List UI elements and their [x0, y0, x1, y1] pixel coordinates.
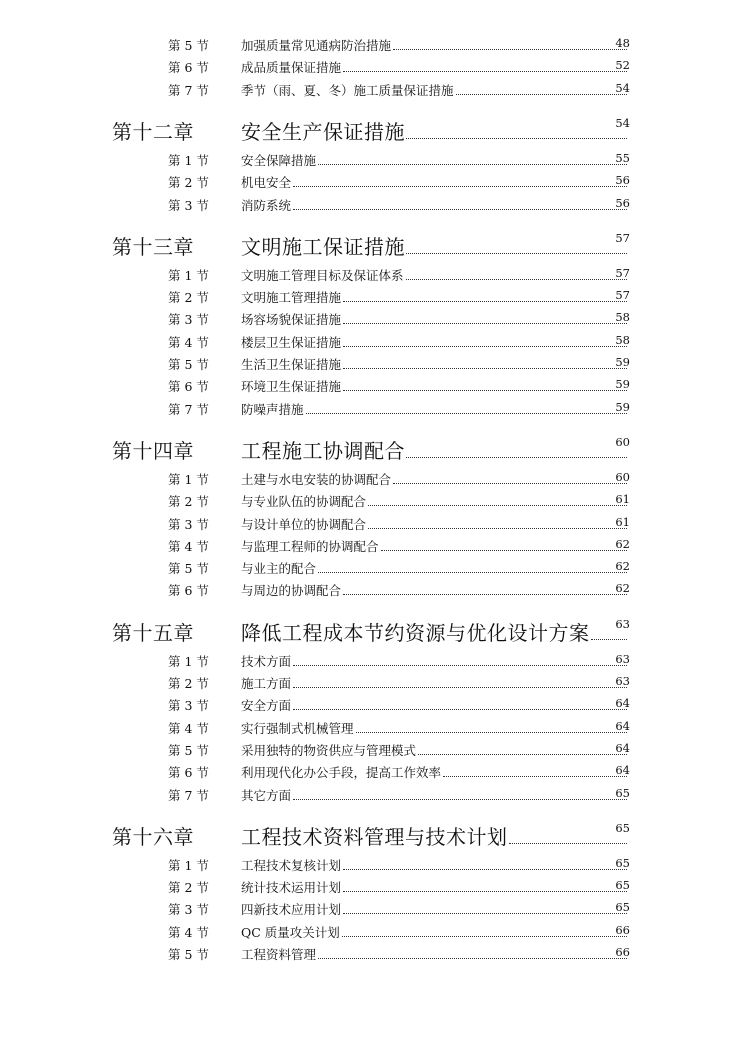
entry-title-wrap — [241, 310, 627, 328]
entry-title-wrap — [241, 617, 627, 646]
section-number: 第 5 节 — [168, 742, 209, 758]
entry-title-wrap — [241, 333, 627, 351]
dot-leader — [343, 891, 627, 892]
section-title: 土建与水电安装的协调配合 — [241, 471, 392, 487]
dot-leader — [343, 390, 627, 391]
dot-leader — [293, 709, 627, 710]
section-title: 与业主的配合 — [241, 561, 317, 577]
entry-title-wrap — [241, 231, 627, 260]
section-title: 与监理工程师的协调配合 — [241, 538, 379, 554]
entry-title-wrap — [241, 266, 627, 284]
dot-leader — [393, 49, 627, 50]
section-number: 第 6 节 — [168, 379, 209, 395]
dot-leader — [343, 346, 627, 347]
dot-leader — [406, 279, 627, 280]
dot-leader — [591, 639, 628, 640]
dot-leader — [306, 413, 627, 414]
entry-title-wrap — [241, 719, 627, 737]
page-number: 52 — [615, 58, 630, 73]
section-title: QC 质量攻关计划 — [241, 924, 340, 940]
section-title: 防噪声措施 — [241, 401, 304, 417]
chapter-number: 第十三章 — [112, 234, 194, 259]
entry-title-wrap — [241, 763, 627, 781]
page-number: 55 — [615, 150, 630, 165]
page-number: 59 — [615, 399, 630, 414]
section-number: 第 7 节 — [168, 401, 209, 417]
entry-title-wrap — [241, 581, 627, 599]
section-title: 统计技术运用计划 — [241, 880, 342, 896]
chapter-title: 文明施工保证措施 — [241, 234, 405, 259]
chapter-title: 安全生产保证措施 — [241, 119, 405, 144]
dot-leader — [318, 958, 627, 959]
page-number: 56 — [615, 173, 630, 188]
page-number: 60 — [615, 469, 630, 484]
page-number: 64 — [615, 763, 630, 778]
section-number: 第 1 节 — [168, 152, 209, 168]
page-number: 65 — [615, 900, 630, 915]
section-number: 第 2 节 — [168, 175, 209, 191]
section-number: 第 4 节 — [168, 720, 209, 736]
section-number: 第 6 节 — [168, 60, 209, 76]
entry-title-wrap — [241, 856, 627, 874]
entry-title-wrap — [241, 652, 627, 670]
entry-title-wrap — [241, 196, 627, 214]
page-number: 54 — [615, 80, 630, 95]
section-title: 与专业队伍的协调配合 — [241, 494, 367, 510]
page-number: 64 — [615, 696, 630, 711]
section-number: 第 7 节 — [168, 82, 209, 98]
dot-leader — [393, 483, 627, 484]
entry-title-wrap — [241, 151, 627, 169]
page-number: 66 — [615, 945, 630, 959]
dot-leader — [381, 550, 627, 551]
entry-title-wrap — [241, 435, 627, 464]
entry-title-wrap — [241, 492, 627, 510]
section-number: 第 2 节 — [168, 494, 209, 510]
entry-title-wrap — [241, 674, 627, 692]
section-title: 安全保障措施 — [241, 152, 317, 168]
dot-leader — [343, 368, 627, 369]
section-title: 利用现代化办公手段，提高工作效率 — [241, 765, 442, 781]
section-number: 第 1 节 — [168, 653, 209, 669]
entry-title-wrap — [241, 696, 627, 714]
dot-leader — [342, 936, 627, 937]
page-number: 57 — [615, 230, 630, 245]
page-number: 64 — [615, 740, 630, 755]
section-title: 生活卫生保证措施 — [241, 357, 342, 372]
page-number: 63 — [615, 674, 630, 688]
entry-title-wrap — [241, 515, 627, 533]
entry-title-wrap — [241, 923, 627, 941]
section-title: 与周边的协调配合 — [241, 583, 342, 599]
chapter-number: 第十四章 — [112, 438, 194, 463]
section-title: 技术方面 — [241, 653, 292, 669]
section-title: 加强质量常见通病防治措施 — [241, 38, 392, 53]
page-number: 61 — [615, 514, 630, 529]
section-title: 工程资料管理 — [241, 947, 317, 962]
section-number: 第 2 节 — [168, 290, 209, 306]
section-title: 文明施工管理目标及保证体系 — [241, 267, 404, 283]
section-title: 施工方面 — [241, 676, 292, 691]
dot-leader — [293, 665, 627, 666]
section-title: 与设计单位的协调配合 — [241, 516, 367, 532]
dot-leader — [293, 186, 627, 187]
entry-title-wrap — [241, 400, 627, 418]
page-number: 65 — [615, 785, 630, 800]
dot-leader — [456, 94, 627, 95]
section-number: 第 1 节 — [168, 471, 209, 487]
section-title: 消防系统 — [241, 197, 292, 213]
dot-leader — [343, 71, 627, 72]
section-number: 第 4 节 — [168, 538, 209, 554]
entry-title-wrap — [241, 821, 627, 850]
dot-leader — [343, 301, 627, 302]
page-number: 57 — [615, 288, 630, 303]
page-number: 59 — [615, 377, 630, 392]
chapter-number: 第十六章 — [112, 824, 194, 849]
page-number: 63 — [615, 616, 630, 631]
page-number: 65 — [615, 820, 630, 835]
section-number: 第 5 节 — [168, 357, 209, 372]
entry-title-wrap — [241, 537, 627, 555]
page-number: 62 — [615, 559, 630, 574]
dot-leader — [343, 323, 627, 324]
page-number: 66 — [615, 922, 630, 937]
page-number: 65 — [615, 878, 630, 893]
section-number: 第 3 节 — [168, 516, 209, 532]
section-number: 第 2 节 — [168, 880, 209, 896]
section-number: 第 6 节 — [168, 765, 209, 781]
dot-leader — [443, 776, 627, 777]
dot-leader — [318, 164, 627, 165]
section-title: 其它方面 — [241, 787, 292, 803]
section-number: 第 5 节 — [168, 561, 209, 577]
entry-title-wrap — [241, 878, 627, 896]
page-number: 58 — [615, 332, 630, 347]
section-title: 工程技术复核计划 — [241, 857, 342, 873]
section-number: 第 6 节 — [168, 583, 209, 599]
dot-leader — [356, 732, 627, 733]
section-title: 场容场貌保证措施 — [241, 312, 342, 328]
page-number: 62 — [615, 536, 630, 551]
page-number: 63 — [615, 651, 630, 666]
dot-leader — [343, 594, 627, 595]
chapter-title: 工程施工协调配合 — [241, 438, 405, 463]
dot-leader — [293, 687, 627, 688]
dot-leader — [406, 253, 627, 254]
entry-title-wrap — [241, 355, 627, 373]
dot-leader — [368, 528, 627, 529]
section-title: 机电安全 — [241, 175, 292, 191]
page-number: 57 — [615, 265, 630, 280]
entry-title-wrap — [241, 900, 627, 918]
entry-title-wrap — [241, 945, 627, 963]
page-number: 64 — [615, 718, 630, 733]
section-number: 第 7 节 — [168, 787, 209, 803]
section-title: 环境卫生保证措施 — [241, 379, 342, 395]
section-number: 第 3 节 — [168, 698, 209, 714]
page-number: 58 — [615, 310, 630, 325]
chapter-title: 工程技术资料管理与技术计划 — [241, 824, 508, 849]
section-title: 四新技术应用计划 — [241, 902, 342, 918]
dot-leader — [406, 457, 627, 458]
page-number: 48 — [615, 36, 630, 50]
entry-title-wrap — [241, 81, 627, 99]
chapter-number: 第十五章 — [112, 620, 194, 645]
page-number: 56 — [615, 195, 630, 210]
section-title: 楼层卫生保证措施 — [241, 334, 342, 350]
dot-leader — [293, 209, 627, 210]
section-number: 第 5 节 — [168, 947, 209, 962]
dot-leader — [509, 843, 628, 844]
section-number: 第 3 节 — [168, 902, 209, 918]
page-number: 60 — [615, 434, 630, 449]
entry-title-wrap — [241, 786, 627, 804]
section-number: 第 5 节 — [168, 38, 209, 53]
dot-leader — [418, 754, 627, 755]
section-number: 第 1 节 — [168, 267, 209, 283]
section-title: 季节（雨、夏、冬）施工质量保证措施 — [241, 82, 454, 98]
entry-title-wrap — [241, 559, 627, 577]
dot-leader — [343, 869, 627, 870]
dot-leader — [406, 138, 627, 139]
section-title: 实行强制式机械管理 — [241, 720, 354, 736]
section-number: 第 2 节 — [168, 676, 209, 691]
dot-leader — [368, 505, 627, 506]
dot-leader — [293, 799, 627, 800]
page-number: 61 — [615, 492, 630, 507]
entry-title-wrap — [241, 36, 627, 54]
section-title: 安全方面 — [241, 698, 292, 714]
entry-title-wrap — [241, 470, 627, 488]
entry-title-wrap — [241, 116, 627, 145]
section-title: 采用独特的物资供应与管理模式 — [241, 742, 417, 758]
section-number: 第 4 节 — [168, 924, 209, 940]
entry-title-wrap — [241, 741, 627, 759]
dot-leader — [318, 572, 627, 573]
section-number: 第 3 节 — [168, 197, 209, 213]
dot-leader — [343, 913, 627, 914]
section-title: 文明施工管理措施 — [241, 290, 342, 306]
page-number: 59 — [615, 355, 630, 369]
page-number: 62 — [615, 581, 630, 596]
page-number: 65 — [615, 855, 630, 870]
entry-title-wrap — [241, 173, 627, 191]
entry-title-wrap — [241, 377, 627, 395]
section-number: 第 1 节 — [168, 857, 209, 873]
section-title: 成品质量保证措施 — [241, 60, 342, 76]
page-number: 54 — [615, 115, 630, 130]
entry-title-wrap — [241, 288, 627, 306]
section-number: 第 3 节 — [168, 312, 209, 328]
entry-title-wrap — [241, 58, 627, 76]
section-number: 第 4 节 — [168, 334, 209, 350]
chapter-number: 第十二章 — [112, 119, 194, 144]
chapter-title: 降低工程成本节约资源与优化设计方案 — [241, 620, 590, 645]
